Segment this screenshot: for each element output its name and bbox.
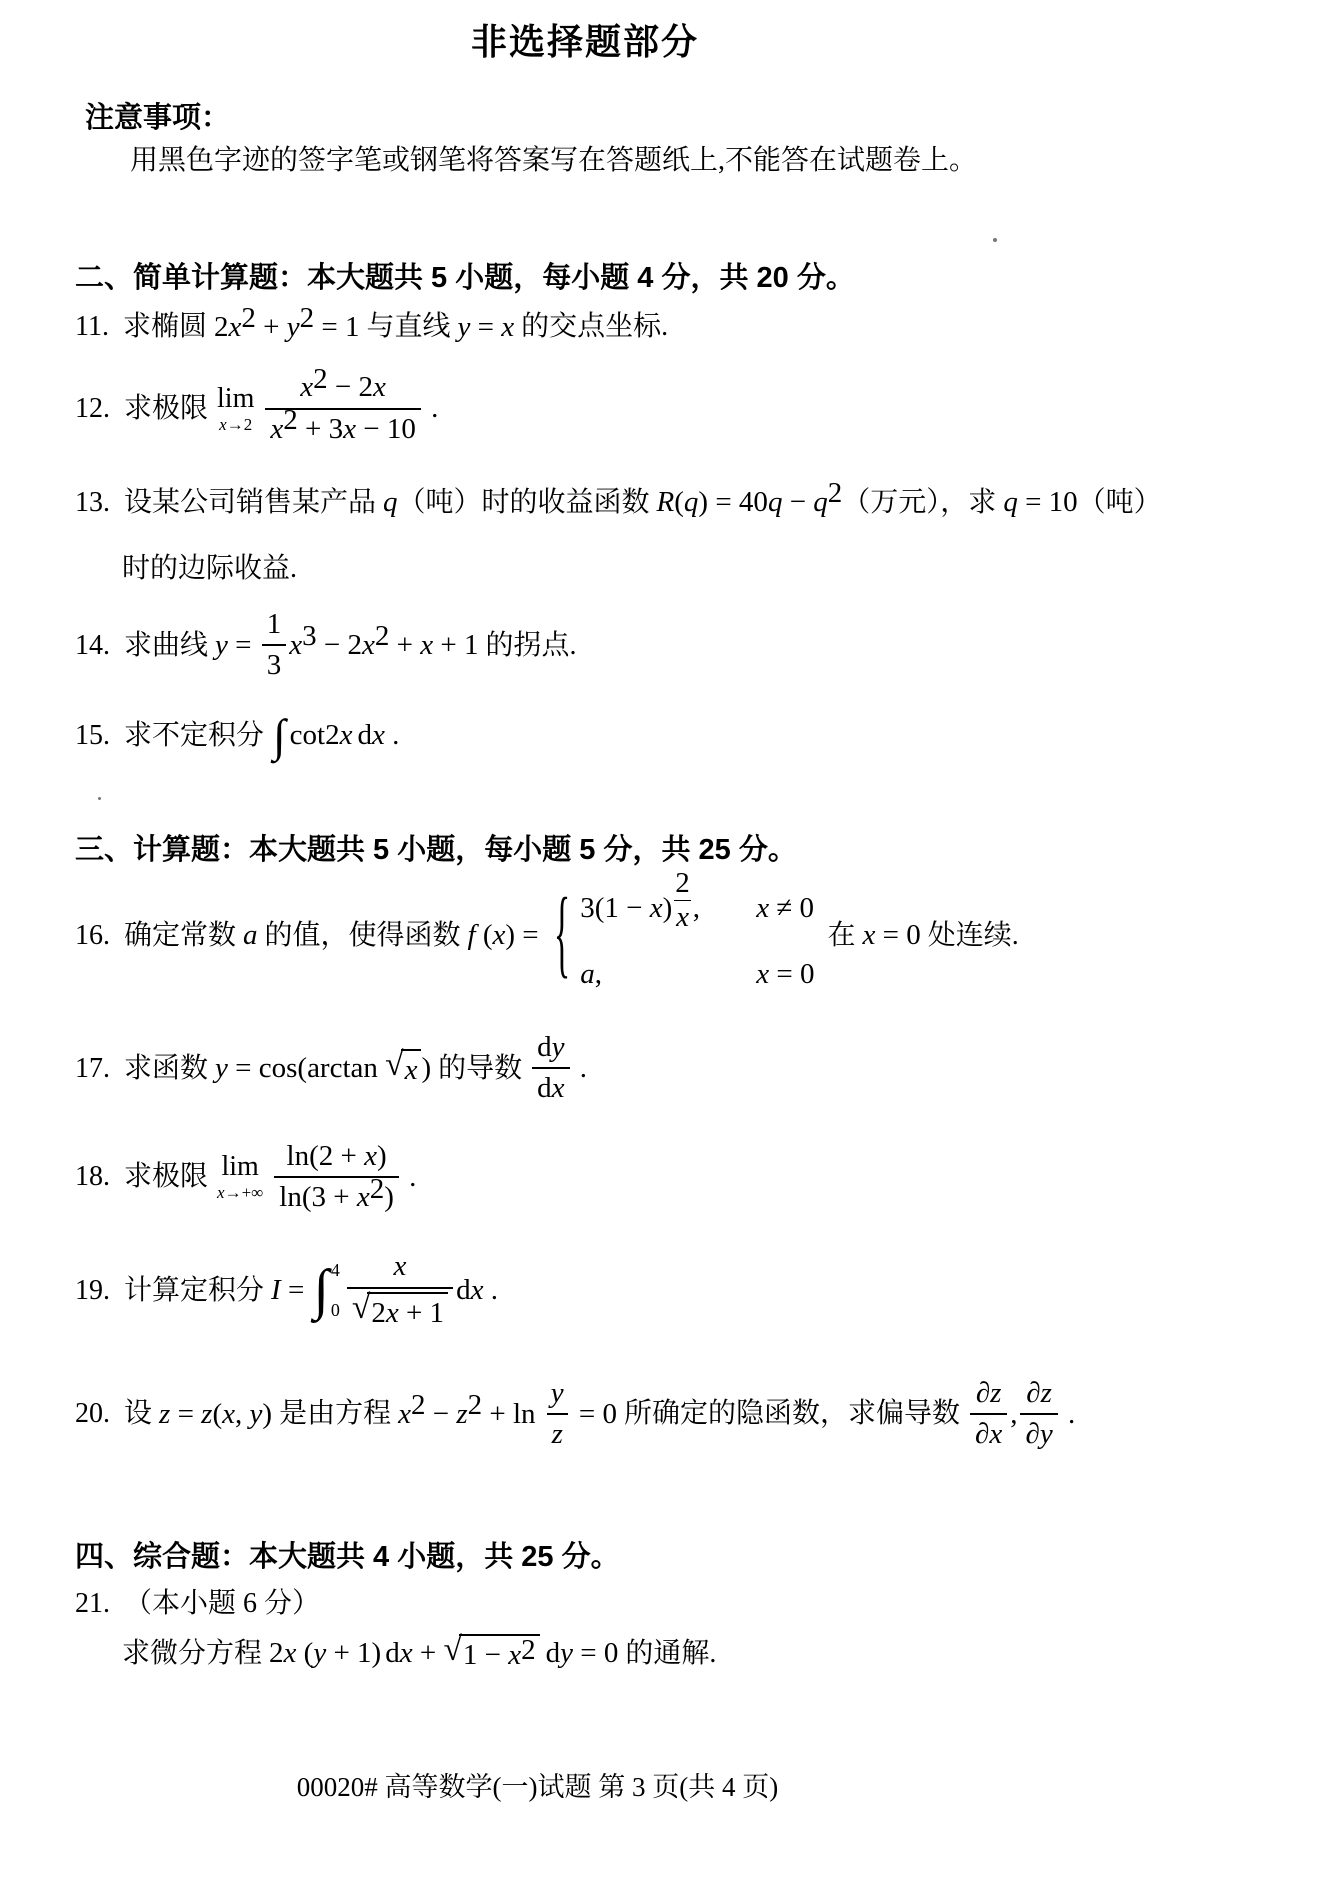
math-run: 2 xyxy=(369,1172,385,1205)
math-fraction xyxy=(970,1377,1007,1452)
square-root xyxy=(443,1630,539,1673)
math-run: x xyxy=(289,628,303,661)
superscript xyxy=(300,304,315,333)
text-run: 是由方程 xyxy=(272,1398,399,1430)
math-fraction xyxy=(532,1031,569,1106)
superscript xyxy=(313,362,328,395)
math-run: q xyxy=(383,486,398,519)
roman-run: d xyxy=(537,1072,552,1105)
math-run: 2x xyxy=(325,718,353,751)
question-row xyxy=(75,608,1316,683)
case-condition xyxy=(756,954,814,995)
math-run: x xyxy=(393,1250,407,1283)
question-body xyxy=(124,1031,587,1106)
math-run: x = 0 xyxy=(862,919,921,952)
question-number: 11. xyxy=(75,311,109,343)
text-run: 求椭圆 xyxy=(122,311,214,343)
question-body xyxy=(122,302,669,348)
radical-sign: √ xyxy=(385,1045,404,1083)
limit-operator xyxy=(217,1153,263,1201)
question-row xyxy=(75,477,1316,523)
cases-row xyxy=(580,867,815,941)
notes-text: 用黑色字迹的签字笔或钢笔将答案写在答题纸上,不能答在试题卷上。 xyxy=(130,145,978,176)
radical-sign: √ xyxy=(443,1630,462,1668)
text-run: （吨） xyxy=(1077,486,1162,518)
math-run: y xyxy=(551,1030,565,1063)
math-fraction xyxy=(347,1250,453,1330)
math-run: 2 xyxy=(299,302,315,335)
text-run: （本小题 6 分） xyxy=(124,1587,321,1619)
question-number: 19. xyxy=(75,1274,110,1306)
cases-row xyxy=(580,954,814,995)
integral-sign: ∫ xyxy=(273,709,286,761)
math-run: ∂x xyxy=(975,1417,1003,1450)
math-fraction xyxy=(673,868,692,932)
text-run: 的导数 xyxy=(431,1052,530,1084)
math-run: 2x (y + 1) xyxy=(269,1636,382,1669)
math-run: = 1 xyxy=(314,310,360,343)
question-number: 20. xyxy=(75,1398,110,1430)
math-run: x→2 xyxy=(219,414,253,434)
math-run: 2 xyxy=(410,1388,426,1421)
superscript xyxy=(467,1388,483,1421)
text-run: （吨）时的收益函数 xyxy=(397,486,657,518)
superscript xyxy=(375,622,390,651)
roman-run: ) xyxy=(384,1181,394,1214)
math-run: 1 xyxy=(266,607,282,640)
roman-run: ln( xyxy=(279,1181,312,1214)
question-row xyxy=(75,1377,1316,1452)
math-run: 2 + x xyxy=(318,1139,377,1172)
roman-run: ) xyxy=(376,1139,387,1172)
math-run: x xyxy=(551,1072,565,1105)
radicand xyxy=(459,1634,540,1673)
roman-run: d xyxy=(385,1636,400,1669)
text-run: 求极限 xyxy=(124,1161,216,1193)
math-run: z xyxy=(551,1417,563,1450)
exam-content xyxy=(0,95,1336,1674)
limit-label: lim xyxy=(217,382,255,414)
question-number: 14. xyxy=(75,629,110,661)
fraction-numerator xyxy=(295,362,391,407)
math-run: 2 xyxy=(521,1633,536,1666)
fraction-denominator xyxy=(674,900,691,932)
math-run: a xyxy=(243,919,258,952)
math-run: x xyxy=(470,1274,484,1307)
math-run: 1 − x xyxy=(462,1638,522,1671)
roman-run: d xyxy=(537,1030,552,1063)
text-run: 求曲线 xyxy=(124,629,216,661)
roman-run: ln xyxy=(512,1397,543,1430)
fraction-numerator xyxy=(389,1250,412,1286)
text-run: 的拐点. xyxy=(478,629,577,661)
section-heading: 二、简单计算题：本大题共 5 小题，每小题 4 分，共 20 分。 xyxy=(75,262,855,295)
fraction-numerator xyxy=(1021,1377,1057,1413)
question-body xyxy=(124,1377,1075,1452)
math-run: 2 xyxy=(675,867,690,900)
square-root xyxy=(385,1045,421,1088)
math-fraction xyxy=(274,1140,399,1215)
fraction-numerator xyxy=(262,608,287,644)
superscript xyxy=(241,304,256,333)
text-run: 确定常数 xyxy=(124,920,244,952)
roman-run: cot xyxy=(289,718,326,751)
math-run: 3 + x xyxy=(311,1181,370,1214)
radicand xyxy=(367,1292,448,1331)
math-run: 2 xyxy=(313,362,328,395)
question-body xyxy=(124,1584,320,1623)
question-body xyxy=(122,549,297,588)
question-row xyxy=(75,1250,1316,1330)
math-fraction xyxy=(262,608,287,683)
fraction-numerator xyxy=(532,1031,569,1067)
math-run: , xyxy=(1010,1397,1018,1430)
question-row xyxy=(75,867,1316,995)
text-run: 求函数 xyxy=(124,1052,216,1084)
question-row xyxy=(75,709,1316,761)
case-condition xyxy=(756,888,814,929)
roman-run: d xyxy=(545,1636,561,1669)
math-run: . xyxy=(423,392,439,425)
text-run: （万元），求 xyxy=(842,486,1004,518)
text-run: 求不定积分 xyxy=(124,719,272,751)
math-run: y = xyxy=(215,628,259,661)
math-run: 2x xyxy=(213,310,242,343)
math-run: ∂z xyxy=(975,1376,1002,1409)
superscript xyxy=(410,1388,426,1421)
question-row xyxy=(75,1630,1316,1674)
math-run: ∂y xyxy=(1025,1417,1053,1450)
question-number: 12. xyxy=(75,393,110,425)
math-run: q = 10 xyxy=(1003,486,1078,519)
math-run: x xyxy=(676,900,689,933)
math-run: 3 xyxy=(302,620,317,653)
fraction-denominator xyxy=(1020,1413,1057,1451)
math-run: x xyxy=(398,1397,411,1430)
scan-speck xyxy=(993,238,997,242)
superscript xyxy=(828,479,843,508)
math-fraction xyxy=(265,362,420,446)
fraction-denominator xyxy=(347,1287,453,1331)
superscript xyxy=(672,868,693,932)
integral-sign: ∫ xyxy=(313,1259,329,1322)
roman-run: ln( xyxy=(286,1139,319,1172)
cases-rows xyxy=(580,867,815,995)
question-number: 13. xyxy=(75,486,110,518)
question-row xyxy=(75,549,1316,588)
math-run: + xyxy=(412,1636,444,1669)
radical-sign: √ xyxy=(351,1288,371,1326)
math-run: 3 xyxy=(266,649,282,682)
math-run: . xyxy=(401,1160,417,1193)
text-run: 所确定的隐函数，求偏导数 xyxy=(617,1398,968,1430)
math-fraction xyxy=(1020,1377,1057,1452)
question-body xyxy=(124,709,400,761)
question-row xyxy=(75,362,1316,446)
fraction-denominator xyxy=(532,1067,569,1105)
math-run: ∂z xyxy=(1026,1376,1052,1409)
fraction-numerator xyxy=(673,868,692,899)
math-run: − 2x xyxy=(316,628,375,661)
square-root xyxy=(351,1288,448,1331)
math-run: x xyxy=(404,1053,418,1086)
math-run: 2 xyxy=(827,477,843,510)
question-body xyxy=(124,608,576,683)
superscript xyxy=(283,406,298,435)
math-run: 3(1 − x) xyxy=(580,892,673,925)
math-run: x = 0 xyxy=(756,958,815,991)
math-run: y xyxy=(560,1636,573,1669)
integral-lower-bound: 0 xyxy=(330,1300,340,1321)
question-number: 21. xyxy=(75,1587,110,1619)
math-run: R(q) = 40q − q xyxy=(656,486,828,519)
math-run: + y xyxy=(255,310,300,343)
cases-brace: { xyxy=(553,881,571,989)
fraction-denominator xyxy=(274,1172,399,1214)
limit-subscript xyxy=(217,1184,263,1201)
math-run: + 3x − 10 xyxy=(297,412,416,445)
roman-run: d xyxy=(357,718,372,751)
limit-subscript xyxy=(219,416,252,433)
math-run: − 2x xyxy=(327,371,386,404)
text-run: 与直线 xyxy=(359,311,458,343)
text-run: 在 xyxy=(820,920,863,952)
fraction-denominator xyxy=(547,1413,568,1451)
math-run: − z xyxy=(425,1397,468,1430)
math-run: x ≠ 0 xyxy=(756,892,815,925)
text-run: 计算定积分 xyxy=(124,1274,272,1306)
math-run: + xyxy=(482,1397,513,1430)
question-number: 15. xyxy=(75,719,110,751)
text-run: 时的边际收益. xyxy=(122,552,298,584)
math-run: a, xyxy=(580,958,602,991)
roman-run: cos(arctan xyxy=(258,1052,386,1085)
math-run: 2 xyxy=(374,620,390,653)
limit-label: lim xyxy=(221,1151,259,1183)
question-body xyxy=(124,1250,498,1330)
roman-run: d xyxy=(456,1274,471,1307)
superscript xyxy=(521,1633,536,1666)
text-run: 设 xyxy=(124,1398,160,1430)
question-body xyxy=(124,477,1162,523)
question-row xyxy=(75,1584,1316,1623)
math-run: . xyxy=(384,718,400,751)
fraction-numerator xyxy=(282,1140,392,1176)
math-run: . xyxy=(1060,1397,1076,1430)
text-run: 处连续. xyxy=(920,920,1019,952)
math-run: = 0 xyxy=(572,1636,619,1669)
math-run: 2x + 1 xyxy=(371,1296,445,1329)
fraction-denominator xyxy=(970,1413,1007,1451)
integral-bounds xyxy=(331,1261,340,1319)
question-body xyxy=(124,362,439,446)
page-footer: 00020# 高等数学(一)试题 第 3 页(共 4 页) xyxy=(296,1772,779,1802)
math-run: . xyxy=(483,1274,498,1307)
question-number: 18. xyxy=(75,1161,110,1193)
text-run: 设某公司销售某产品 xyxy=(124,486,384,518)
text-run: 的通解. xyxy=(618,1637,717,1669)
question-row xyxy=(75,302,1316,348)
math-run: 2 xyxy=(241,302,256,335)
fraction-denominator xyxy=(265,404,420,446)
math-run: + x + 1 xyxy=(389,628,479,661)
limit-operator xyxy=(217,382,255,434)
question-number: 16. xyxy=(75,920,110,952)
math-run: x→+∞ xyxy=(217,1183,264,1203)
math-run: 2 xyxy=(467,1388,483,1421)
superscript xyxy=(369,1172,385,1205)
math-run: z = z(x, y) xyxy=(159,1397,273,1430)
integral xyxy=(273,709,286,761)
section-heading: 四、综合题：本大题共 4 小题，共 25 分。 xyxy=(75,1541,620,1574)
math-run: y = xyxy=(215,1052,259,1085)
text-run: 求极限 xyxy=(124,393,216,425)
math-run: . xyxy=(572,1052,588,1085)
math-run: I = xyxy=(271,1274,312,1307)
math-run: y = x xyxy=(457,310,515,343)
piecewise-cases xyxy=(552,867,815,995)
notes-label: 注意事项： xyxy=(85,102,231,134)
case-formula xyxy=(580,954,752,995)
math-fraction xyxy=(546,1377,569,1452)
roman-run: ) xyxy=(421,1052,432,1085)
math-run: y xyxy=(550,1376,564,1409)
math-run: = 0 xyxy=(571,1397,618,1430)
scan-speck xyxy=(98,797,101,800)
math-run: x xyxy=(371,718,385,751)
case-formula xyxy=(580,867,752,941)
text-run: 求微分方程 xyxy=(122,1637,270,1669)
page-title: 非选择题部分 xyxy=(470,21,699,62)
fraction-numerator xyxy=(971,1377,1007,1413)
question-row xyxy=(75,1140,1316,1215)
math-run: x xyxy=(270,412,284,445)
question-body xyxy=(124,1140,416,1215)
superscript xyxy=(302,622,317,651)
section-heading: 三、计算题：本大题共 5 小题，每小题 5 分，共 25 分。 xyxy=(75,833,797,866)
question-body xyxy=(124,867,1019,995)
text-run: 的值，使得函数 xyxy=(257,920,468,952)
integral-upper-bound: 4 xyxy=(330,1260,340,1281)
math-run: x xyxy=(399,1636,413,1669)
math-run: , xyxy=(692,892,701,925)
sections-container xyxy=(75,258,1316,1673)
fraction-numerator xyxy=(546,1377,569,1413)
text-run: 的交点坐标. xyxy=(514,311,669,343)
math-run: 2 xyxy=(283,404,298,437)
question-body xyxy=(122,1630,717,1674)
integral xyxy=(313,1259,340,1322)
question-number: 17. xyxy=(75,1052,110,1084)
fraction-denominator xyxy=(262,644,287,682)
math-run: x xyxy=(300,371,314,404)
question-row xyxy=(75,1031,1316,1106)
math-run: f (x) = xyxy=(467,919,546,952)
